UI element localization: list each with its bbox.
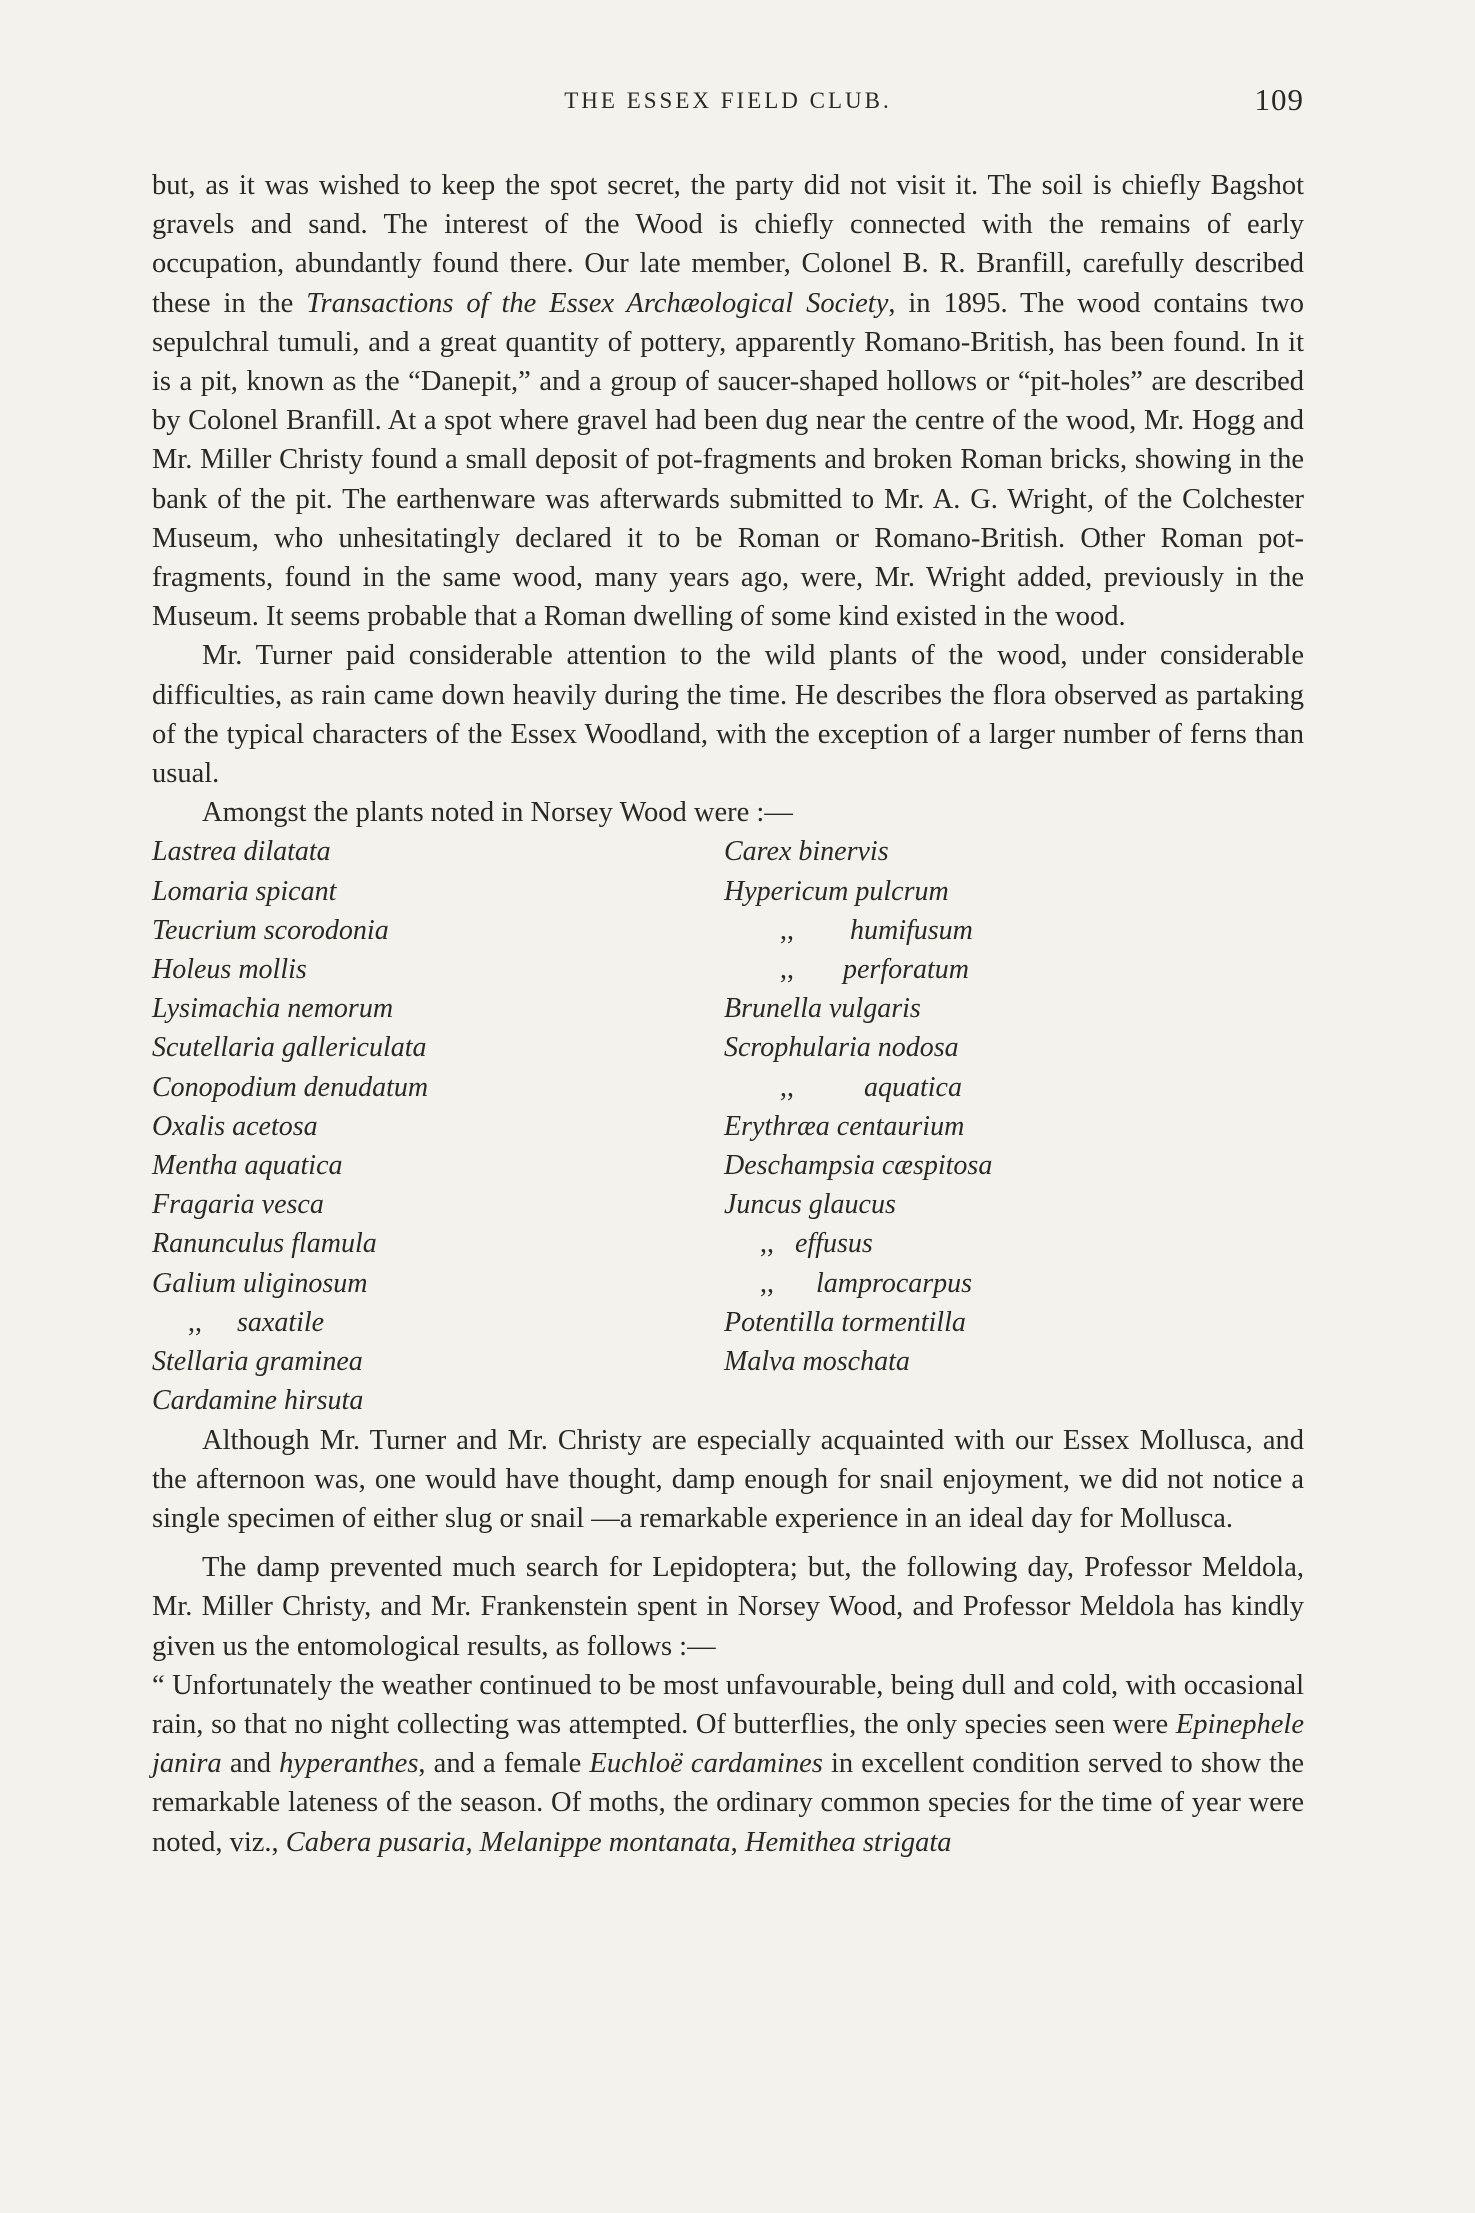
page-number: 109	[1254, 82, 1304, 117]
plant-name: Cardamine hirsuta	[152, 1385, 364, 1417]
species-epithet: humifusum	[850, 914, 973, 946]
plant-name: Teucrium scorodonia	[152, 914, 389, 946]
species-name: Epinephele janira	[152, 1708, 1304, 1780]
text-run: “ Unfortunately the weather continued to be most unfavourable, being dull and cold, with occasional rain, so that no night collecting was attempted. Of butterflies, the only species seen were	[152, 1669, 1304, 1740]
ditto-mark: ,,	[760, 1228, 774, 1260]
plant-list	[152, 832, 1304, 1420]
plant-name: Galium uliginosum	[152, 1267, 368, 1299]
species-name: Hemithea strigata	[744, 1826, 952, 1858]
species-name: Euchloë cardamines	[589, 1748, 823, 1780]
paragraph-plants-intro: Amongst the plants noted in Norsey Wood were :—	[202, 797, 793, 829]
plant-name: Conopodium denudatum	[152, 1071, 429, 1103]
plant-name: Potentilla tormentilla	[724, 1306, 966, 1338]
plant-list-right-column	[724, 832, 1304, 1420]
paragraph-entomological-results	[152, 1666, 1304, 1862]
plant-name: Lysimachia nemorum	[152, 993, 394, 1025]
running-title: THE ESSEX FIELD CLUB.	[564, 88, 892, 113]
species-name: Cabera pusaria	[285, 1826, 466, 1858]
text-run: , in 1895. The wood contains two sepulchral tumuli, and a great quantity of pottery, apparently Romano-British, has been found. In it is a pit, known as the “Danepit,” and a group of saucer-shaped hollows or “pit-holes” are described by Colonel Branfill. At a spot where gravel had been dug near the centre of the wood, Mr. Hogg and Mr. Miller Christy found a small deposit of pot-fragments and broken Roman bricks, showing in the bank of the pit. The earthenware was afterwards submitted to Mr. A. G. Wright, of the Colchester Museum, who unhesitatingly declared it to be Roman or Romano-British. Other Roman pot-fragments, found in the same wood, many years ago, were, Mr. Wright added, previously in the Museum. It seems probable that a Roman dwelling of some kind existed in the wood.	[152, 287, 1304, 633]
plant-name: Deschampsia cæspitosa	[724, 1150, 993, 1182]
ditto-mark: ,,	[780, 1071, 794, 1103]
plant-name: Hypericum pulcrum	[724, 875, 949, 907]
plant-name-ditto	[724, 1264, 1304, 1303]
plant-name: Stellaria graminea	[152, 1346, 363, 1378]
species-name: hyperanthes	[279, 1748, 419, 1780]
species-epithet: effusus	[795, 1228, 873, 1260]
page-header	[152, 82, 1304, 122]
species-epithet: saxatile	[237, 1306, 325, 1338]
plant-name-ditto	[724, 1224, 1304, 1263]
journal-title: Transactions of the Essex Archæological Society	[306, 287, 889, 319]
text-run: ,	[465, 1826, 480, 1858]
plant-name: Brunella vulgaris	[724, 993, 921, 1025]
text-run: in excellent condition served to show the remarkable lateness of the season. Of moths, the ordinary common species for the time of year were noted, viz.,	[152, 1748, 1304, 1858]
plant-name: Fragaria vesca	[152, 1189, 324, 1221]
paragraph-mollusca: Although Mr. Turner and Mr. Christy are especially acquainted with our Essex Mollusca, and the afternoon was, one would have thought, damp enough for snail enjoyment, we did not notice a single specimen of either slug or snail —a remarkable experience in an ideal day for Mollusca.	[152, 1424, 1304, 1534]
species-epithet: aquatica	[864, 1071, 962, 1103]
plant-name-ditto	[152, 1303, 724, 1342]
species-epithet: perforatum	[843, 954, 969, 986]
plant-name: Lomaria spicant	[152, 875, 337, 907]
ditto-mark: ,,	[780, 914, 794, 946]
plant-name: Mentha aquatica	[152, 1150, 343, 1182]
plant-name-ditto	[724, 950, 1304, 989]
text-run: ,	[730, 1826, 745, 1858]
text-run: , and a female	[418, 1748, 590, 1780]
plant-name-ditto	[724, 1068, 1304, 1107]
paragraph-lepidoptera: The damp prevented much search for Lepidoptera; but, the following day, Professor Meldola, Mr. Miller Christy, and Mr. Frankenstein spent in Norsey Wood, and Professor Meldola has kindly given us the entomological results, as follows :—	[152, 1552, 1304, 1662]
ditto-mark: ,,	[760, 1267, 774, 1299]
paragraph-norsey-wood-history	[152, 166, 1304, 636]
plant-name: Ranunculus flamula	[152, 1228, 377, 1260]
plant-name: Erythræa centaurium	[724, 1110, 965, 1142]
plant-name: Scutellaria gallericulata	[152, 1032, 427, 1064]
paragraph-flora: Mr. Turner paid considerable attention to the wild plants of the wood, under considerable difficulties, as rain came down heavily during the time. He describes the flora observed as partaking of the typical characters of the Essex Woodland, with the exception of a larger number of ferns than usual.	[152, 640, 1304, 790]
plant-name: Oxalis acetosa	[152, 1110, 318, 1142]
plant-name-ditto	[724, 911, 1304, 950]
text-run: but, as it was wished to keep the spot secret, the party did not visit it. The soil is chiefly Bagshot gravels and sand. The interest of the Wood is chiefly connected with the remains of early occupation, abundantly found there. Our late member, Colonel B. R. Branfill, carefully described these in the	[152, 170, 1304, 319]
plant-name: Lastrea dilatata	[152, 836, 331, 868]
plant-name: Carex binervis	[724, 836, 889, 868]
text-run: and	[221, 1748, 280, 1780]
species-epithet: lamprocarpus	[816, 1267, 973, 1299]
species-name: Melanippe montanata	[479, 1826, 731, 1858]
plant-name: Scrophularia nodosa	[724, 1032, 959, 1064]
plant-name: Holeus mollis	[152, 954, 307, 986]
ditto-mark: ,,	[188, 1306, 202, 1338]
plant-name: Malva moschata	[724, 1346, 910, 1378]
body-text	[152, 166, 1304, 1862]
ditto-mark: ,,	[780, 954, 794, 986]
plant-list-left-column	[152, 832, 724, 1420]
plant-name: Juncus glaucus	[724, 1189, 896, 1221]
